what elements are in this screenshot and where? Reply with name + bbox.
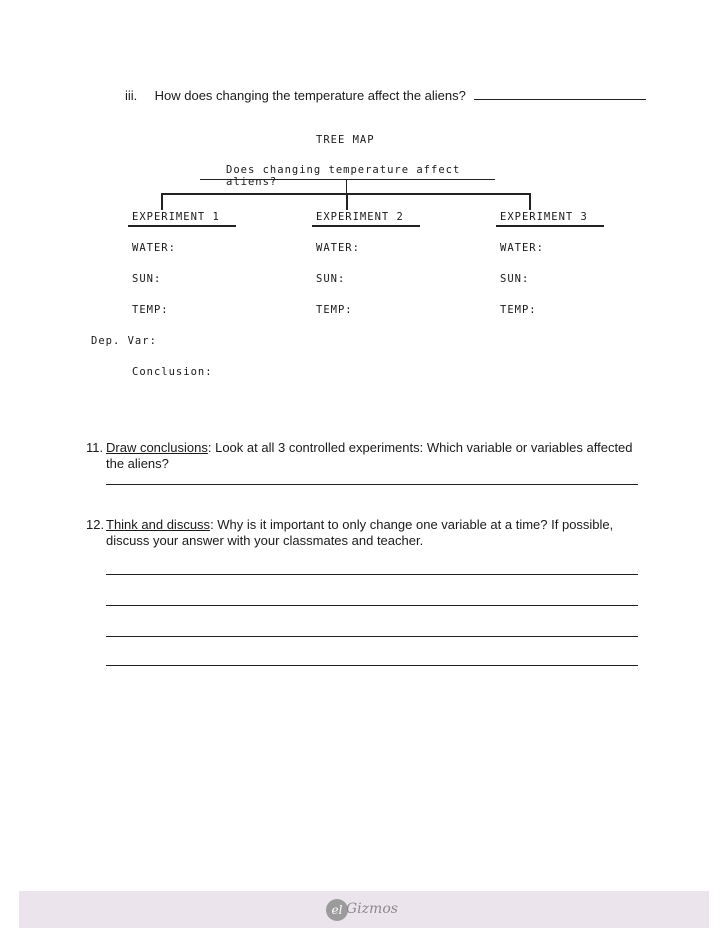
tree-branch-right <box>529 193 531 210</box>
question-11-heading: Draw conclusions <box>106 440 208 455</box>
experiment-2-temp-label: TEMP: <box>316 304 353 316</box>
question-iii-number: iii. <box>125 88 138 103</box>
experiment-1-temp-label: TEMP: <box>132 304 169 316</box>
question-12 <box>86 517 646 549</box>
tree-branch-middle <box>346 193 348 210</box>
gizmos-logo-mark: el <box>326 899 348 921</box>
question-11-text: : Look at all 3 controlled experiments: Which variable or variables affected <box>207 440 633 455</box>
answer-line-12-1[interactable] <box>106 574 638 575</box>
question-iii <box>125 86 646 103</box>
experiment-1-water-label: WATER: <box>132 242 176 254</box>
experiment-1-sun-label: SUN: <box>132 273 162 285</box>
question-12-text: : Why is it important to only change one variable at a time? If possible, <box>210 517 614 532</box>
question-12-number: 12. <box>86 517 105 532</box>
experiment-3-sun-label: SUN: <box>500 273 530 285</box>
experiment-2-water-label: WATER: <box>316 242 360 254</box>
tree-map-question: Does changing temperature affect aliens? <box>200 164 495 180</box>
experiment-2-sun-label: SUN: <box>316 273 346 285</box>
tree-stem <box>346 180 347 194</box>
question-12-heading: Think and discuss <box>106 517 211 532</box>
answer-blank-iii[interactable] <box>474 86 646 100</box>
answer-line-12-4[interactable] <box>106 665 638 666</box>
experiment-2-heading: EXPERIMENT 2 <box>312 211 420 227</box>
dep-var-label: Dep. Var: <box>91 335 157 347</box>
conclusion-label: Conclusion: <box>132 366 213 378</box>
question-11 <box>86 440 646 472</box>
experiment-3-temp-label: TEMP: <box>500 304 537 316</box>
experiment-3-water-label: WATER: <box>500 242 544 254</box>
question-11-number: 11. <box>86 440 104 455</box>
question-12-text-line2: discuss your answer with your classmates and teacher. <box>106 533 424 548</box>
question-11-text-line2: the aliens? <box>106 456 169 471</box>
answer-line-12-2[interactable] <box>106 605 638 606</box>
experiment-3-heading: EXPERIMENT 3 <box>496 211 604 227</box>
tree-branch-left <box>161 193 163 210</box>
gizmos-logo <box>326 899 396 921</box>
experiment-1-heading: EXPERIMENT 1 <box>128 211 236 227</box>
answer-line-11[interactable] <box>106 484 638 485</box>
gizmos-logo-text: Gizmos <box>346 901 398 917</box>
question-iii-text: How does changing the temperature affect the aliens? <box>154 88 466 103</box>
tree-map-title: TREE MAP <box>316 134 375 146</box>
answer-line-12-3[interactable] <box>106 636 638 637</box>
